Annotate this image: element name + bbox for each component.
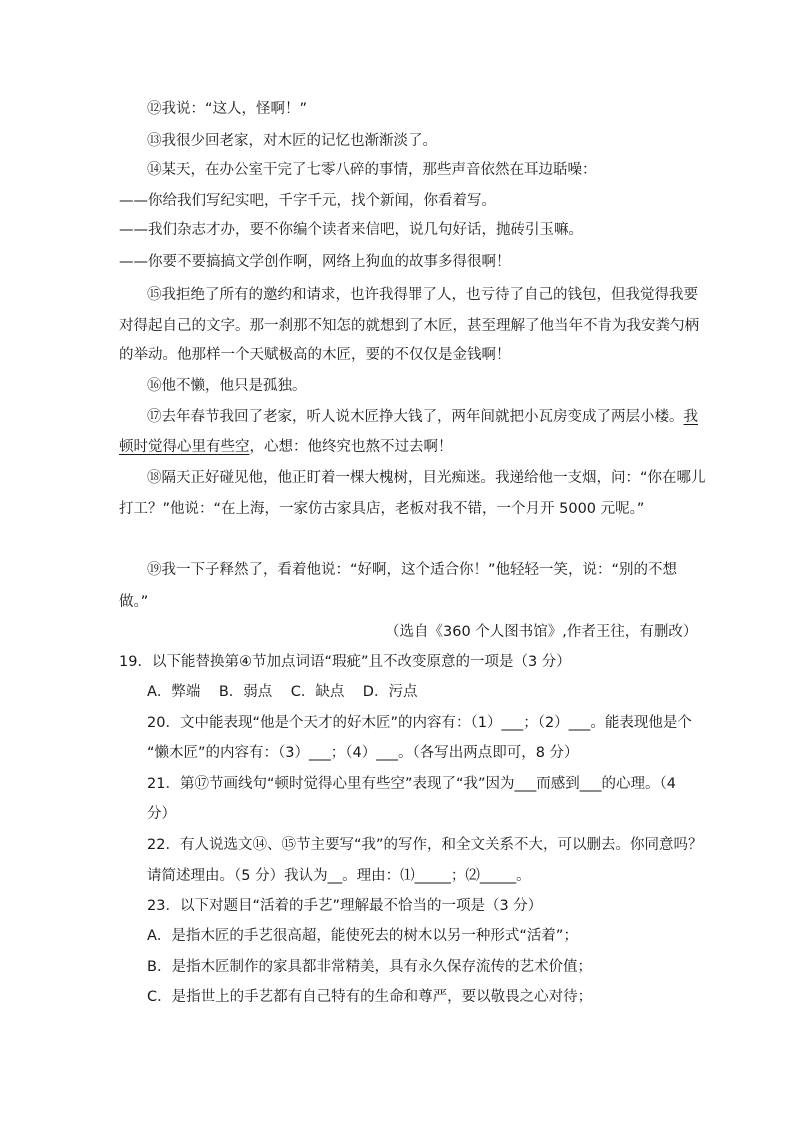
paragraph-15-line-3: 的举动。他那样一个天赋极高的木匠，要的不仅仅是金钱啊！ [119,347,511,363]
underlined-sentence: 顿时觉得心里有些空 [119,439,250,455]
paragraph-17-line-1 [147,407,698,427]
source-citation: （选自《360 个人图书馆》,作者王往，有删改） [385,624,698,640]
paragraph-19-line-2: 做。” [119,594,149,610]
question-21-line-2: 分） [147,806,176,822]
question-23: 23．以下对题目“活着的手艺”理解最不恰当的一项是（3 分） [147,898,543,914]
quote-line-3: ——你要不要搞搞文学创作啊，网络上狗血的故事多得很啊！ [119,254,511,270]
paragraph-12: ⑫我说：“这人，怪啊！” [147,101,308,117]
underlined-sentence-start: 我 [683,409,698,425]
quote-line-1: ——你给我们写纪实吧，千字千元，找个新闻，你看着写。 [119,193,496,209]
question-19: 19．以下能替换第④节加点词语“瑕疵”且不改变原意的一项是（3 分） [119,654,571,670]
paragraph-15-line-2: 对得起自己的文字。那一刹那不知怎的就想到了木匠，甚至理解了他当年不肯为我安粪勺柄 [119,318,699,334]
question-19-options: A．弊端 B．弱点 C．缺点 D．污点 [147,684,418,700]
paragraph-17-line-2 [119,437,453,457]
question-20-line-1: 20．文中能表现“他是个天才的好木匠”的内容有：（1）___；（2）___。能表现他是个 [147,715,692,731]
question-22-line-1: 22．有人说选文⑭、⑮节主要写“我”的写作，和全文关系不大，可以删去。你同意吗？ [147,837,703,853]
paragraph-13: ⑬我很少回老家，对木匠的记忆也渐渐淡了。 [147,133,437,149]
paragraph-18-line-2: 打工？”他说：“在上海，一家仿古家具店，老板对我不错，一个月开 5000 元呢。” [119,501,645,517]
paragraph-14: ⑭某天，在办公室干完了七零八碎的事情，那些声音依然在耳边聒噪： [147,162,597,178]
paragraph-16: ⑯他不懒，他只是孤独。 [147,378,307,394]
paragraph-19-line-1: ⑲我一下子释然了，看着他说：“好啊，这个适合你！”他轻轻一笑，说：“别的不想 [147,562,678,578]
paragraph-15-line-1: ⑮我拒绝了所有的邀约和请求，也许我得罪了人，也亏待了自己的钱包，但我觉得我要 [147,287,698,303]
question-20-line-2: “懒木匠”的内容有：（3）___；（4）___。（各写出两点即可，8 分） [147,745,579,761]
paragraph-17-text: ⑰去年春节我回了老家，听人说木匠挣大钱了，两年间就把小瓦房变成了两层小楼。 [147,409,684,425]
question-23-option-c: C．是指世上的手艺都有自己特有的生命和尊严，要以敬畏之心对待； [147,989,593,1005]
paragraph-17-text-end: ，心想：他终究也熬不过去啊！ [249,439,453,455]
question-23-option-a: A．是指木匠的手艺很高超，能使死去的树木以另一种形式“活着”； [147,928,578,944]
question-21-line-1: 21．第⑰节画线句“顿时觉得心里有些空”表现了“我”因为___而感到___的心理。（4 [147,776,676,792]
quote-line-2: ——我们杂志才办，要不你编个读者来信吧，说几句好话，抛砖引玉嘛。 [119,222,583,238]
question-23-option-b: B．是指木匠制作的家具都非常精美，具有永久保存流传的艺术价值； [147,959,592,975]
question-22-line-2: 请简述理由。（5 分）我认为__。理由：⑴_____；⑵_____。 [147,868,531,884]
paragraph-18-line-1: ⑱隔天正好碰见他，他正盯着一棵大槐树，目光痴迷。我递给他一支烟，问：“你在哪儿 [147,470,706,486]
